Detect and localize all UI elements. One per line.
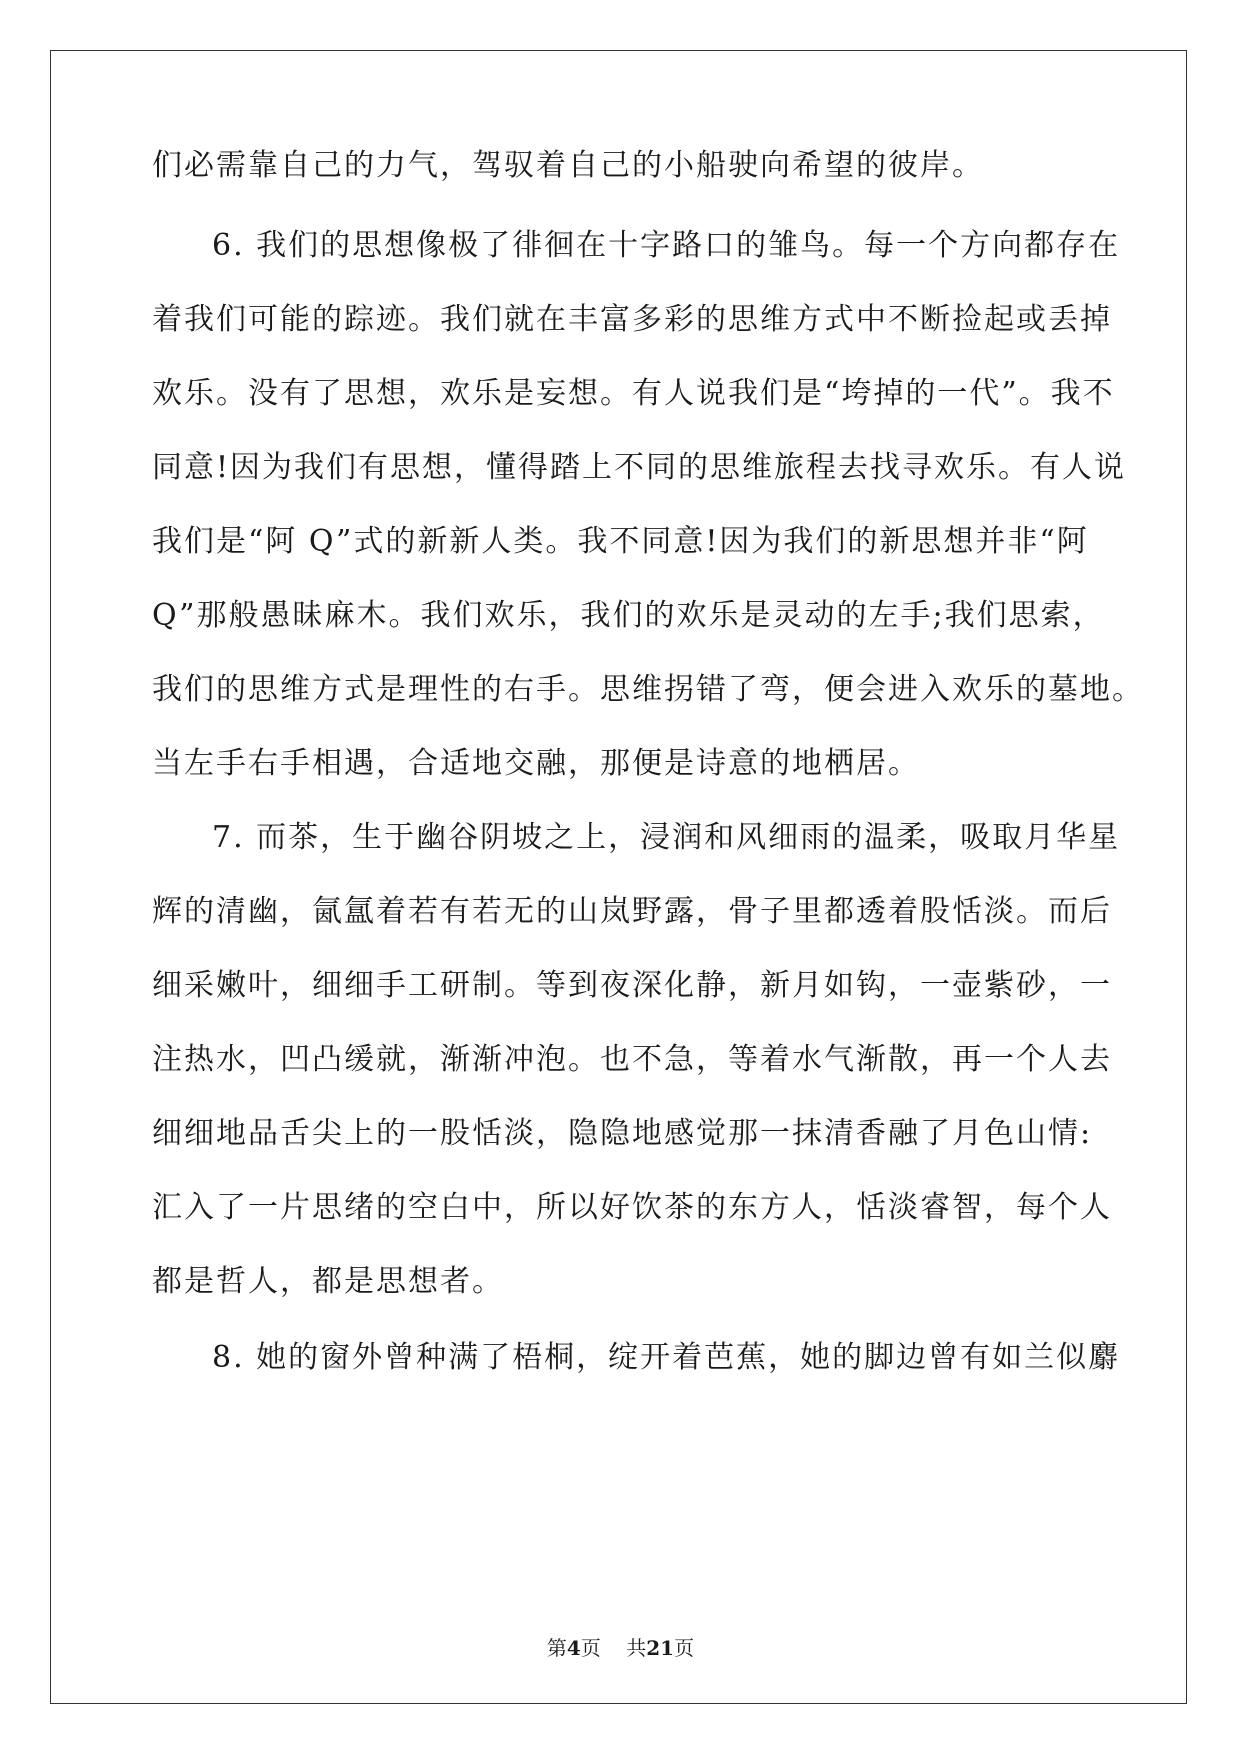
text-line-2: 6. 我们的思想像极了徘徊在十字路口的雏鸟。每一个方向都存在 xyxy=(212,228,1121,263)
text-line-9: 当左手右手相遇，合适地交融，那便是诗意的地栖居。 xyxy=(152,746,920,781)
footer-total-prefix: 共 xyxy=(626,1636,647,1660)
text-line-10: 7. 而茶，生于幽谷阴坡之上，浸润和风细雨的温柔，吸取月华星 xyxy=(212,820,1121,855)
page-border xyxy=(50,50,1187,1704)
text-line-16: 都是哲人，都是思想者。 xyxy=(152,1264,504,1299)
text-line-12: 细采嫩叶，细细手工研制。等到夜深化静，新月如钩，一壶紫砂，一 xyxy=(152,968,1112,1003)
text-line-8: 我们的思维方式是理性的右手。思维拐错了弯，便会进入欢乐的墓地。 xyxy=(152,672,1144,707)
text-line-11: 辉的清幽，氤氲着若有若无的山岚野露，骨子里都透着股恬淡。而后 xyxy=(152,894,1112,929)
text-line-1: 们必需靠自己的力气，驾驭着自己的小船驶向希望的彼岸。 xyxy=(152,148,984,183)
current-page-number: 4 xyxy=(566,1636,581,1660)
text-line-14: 细细地品舌尖上的一股恬淡，隐隐地感觉那一抹清香融了月色山情: xyxy=(152,1116,1093,1151)
text-line-13: 注热水，凹凸缓就，渐渐冲泡。也不急，等着水气渐散，再一个人去 xyxy=(152,1042,1112,1077)
text-line-6: 我们是“阿 Q”式的新新人类。我不同意!因为我们的新思想并非“阿 xyxy=(152,524,1089,559)
footer-page-suffix: 页 xyxy=(580,1636,601,1660)
footer-total-suffix: 页 xyxy=(674,1636,695,1660)
footer-prefix: 第 xyxy=(546,1636,567,1660)
text-line-5: 同意!因为我们有思想，懂得踏上不同的思维旅程去找寻欢乐。有人说 xyxy=(152,450,1127,485)
text-line-3: 着我们可能的踪迹。我们就在丰富多彩的思维方式中不断捡起或丢掉 xyxy=(152,302,1112,337)
text-line-17: 8. 她的窗外曾种满了梧桐，绽开着芭蕉，她的脚边曾有如兰似麝 xyxy=(212,1340,1121,1375)
text-line-7: Q”那般愚昧麻木。我们欢乐，我们的欢乐是灵动的左手;我们思索， xyxy=(152,598,1105,633)
text-line-15: 汇入了一片思绪的空白中，所以好饮茶的东方人，恬淡睿智，每个人 xyxy=(152,1190,1112,1225)
text-line-4: 欢乐。没有了思想，欢乐是妄想。有人说我们是“垮掉的一代”。我不 xyxy=(152,376,1115,411)
total-page-count: 21 xyxy=(646,1636,675,1660)
page-footer xyxy=(0,1636,1241,1660)
